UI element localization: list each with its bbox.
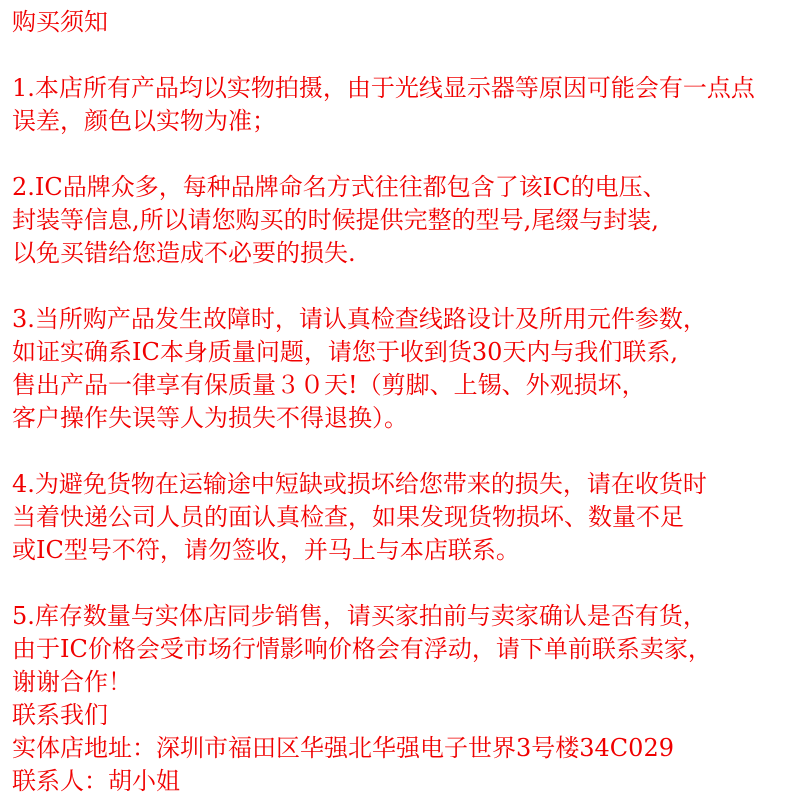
notice-3: [12, 303, 794, 435]
notice-2-line-1: 2.IC品牌众多，每种品牌命名方式往往都包含了该IC的电压、: [12, 173, 667, 201]
notice-4-line-1: 4.为避免货物在运输途中短缺或损坏给您带来的损失，请在收货时: [12, 470, 707, 498]
notice-1: [12, 72, 794, 138]
notice-1-line-2: 误差，颜色以实物为准；: [12, 107, 276, 135]
store-address-label: 实体店地址：: [12, 734, 156, 762]
notice-5: [12, 600, 794, 699]
notice-2-line-2: 封装等信息,所以请您购买的时候提供完整的型号,尾缀与封装,: [12, 206, 659, 234]
contact-person-value: 胡小姐: [108, 767, 180, 795]
notice-2-line-3: 以免买错给您造成不必要的损失.: [12, 239, 356, 267]
contact-person: [12, 765, 794, 798]
contact-person-label: 联系人：: [12, 767, 108, 795]
notice-3-line-2: 如证实确系IC本身质量问题，请您于收到货30天内与我们联系,: [12, 338, 679, 366]
contact-heading: 联系我们: [12, 701, 108, 729]
contact-section: [12, 699, 794, 798]
notice-3-line-4: 客户操作失误等人为损失不得退换）。: [12, 404, 408, 432]
store-address-value: 深圳市福田区华强北华强电子世界3号楼34C029: [156, 734, 674, 762]
notice-5-line-3: 谢谢合作！: [12, 668, 132, 696]
notice-1-line-1: 1.本店所有产品均以实物拍摄，由于光线显示器等原因可能会有一点点: [12, 74, 755, 102]
notice-4: [12, 468, 794, 567]
notice-4-line-2: 当着快递公司人员的面认真检查，如果发现货物损坏、数量不足: [12, 503, 684, 531]
document-title: 购买须知: [12, 8, 108, 36]
notice-3-line-1: 3.当所购产品发生故障时，请认真检查线路设计及所用元件参数，: [12, 305, 707, 333]
notice-3-line-3: 售出产品一律享有保质量３０天!（剪脚、上锡、外观损坏，: [12, 371, 646, 399]
notice-2: [12, 171, 794, 270]
notice-5-line-1: 5.库存数量与实体店同步销售，请买家拍前与卖家确认是否有货，: [12, 602, 707, 630]
notice-5-line-2: 由于IC价格会受市场行情影响价格会有浮动，请下单前联系卖家，: [12, 635, 712, 663]
notice-4-line-3: 或IC型号不符，请勿签收，并马上与本店联系。: [12, 536, 520, 564]
store-address: [12, 732, 794, 765]
